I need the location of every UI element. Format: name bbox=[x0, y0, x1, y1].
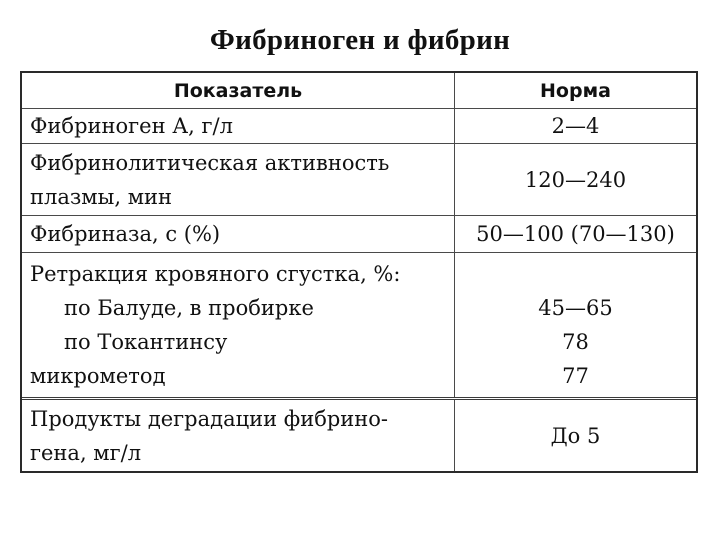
indicator-cell bbox=[22, 144, 455, 216]
header-indicator: Показатель bbox=[22, 73, 455, 109]
table-row bbox=[22, 399, 696, 472]
norm-cell: 120—240 bbox=[455, 144, 697, 216]
table-row bbox=[22, 216, 696, 253]
indicator-cell bbox=[22, 399, 455, 472]
indicator-line: микрометод bbox=[30, 364, 166, 388]
norm-cell bbox=[455, 253, 697, 399]
indicator-line: по Токантинсу bbox=[64, 330, 228, 354]
norm-cell: 50—100 (70—130) bbox=[455, 216, 697, 253]
indicator-cell: Фибриноген А, г/л bbox=[22, 109, 455, 144]
norms-table-grid bbox=[22, 73, 696, 471]
indicator-line: Продукты деградации фибрино- bbox=[30, 406, 389, 431]
norm-line: 77 bbox=[562, 364, 589, 388]
slide-title: Фибриноген и фибрин bbox=[209, 24, 511, 56]
indicator-line: Ретракция кровяного сгустка, %: bbox=[30, 262, 401, 286]
norm-cell: До 5 bbox=[455, 399, 697, 472]
norm-cell: 2—4 bbox=[455, 109, 697, 144]
norm-line: 78 bbox=[562, 330, 589, 354]
indicator-line: по Балуде, в пробирке bbox=[64, 296, 314, 320]
table-row bbox=[22, 144, 696, 216]
indicator-cell bbox=[22, 253, 455, 399]
table-header-row bbox=[22, 73, 696, 109]
norm-line: 45—65 bbox=[538, 296, 613, 320]
indicator-line: Фибринолитическая активность bbox=[30, 150, 390, 175]
table-row bbox=[22, 253, 696, 399]
norm-line bbox=[461, 257, 690, 291]
norms-table bbox=[20, 71, 698, 473]
header-norm: Норма bbox=[455, 73, 697, 109]
table-row bbox=[22, 109, 696, 144]
indicator-line: плазмы, мин bbox=[30, 184, 173, 209]
indicator-line: гена, мг/л bbox=[30, 440, 142, 465]
indicator-cell: Фибриназа, с (%) bbox=[22, 216, 455, 253]
